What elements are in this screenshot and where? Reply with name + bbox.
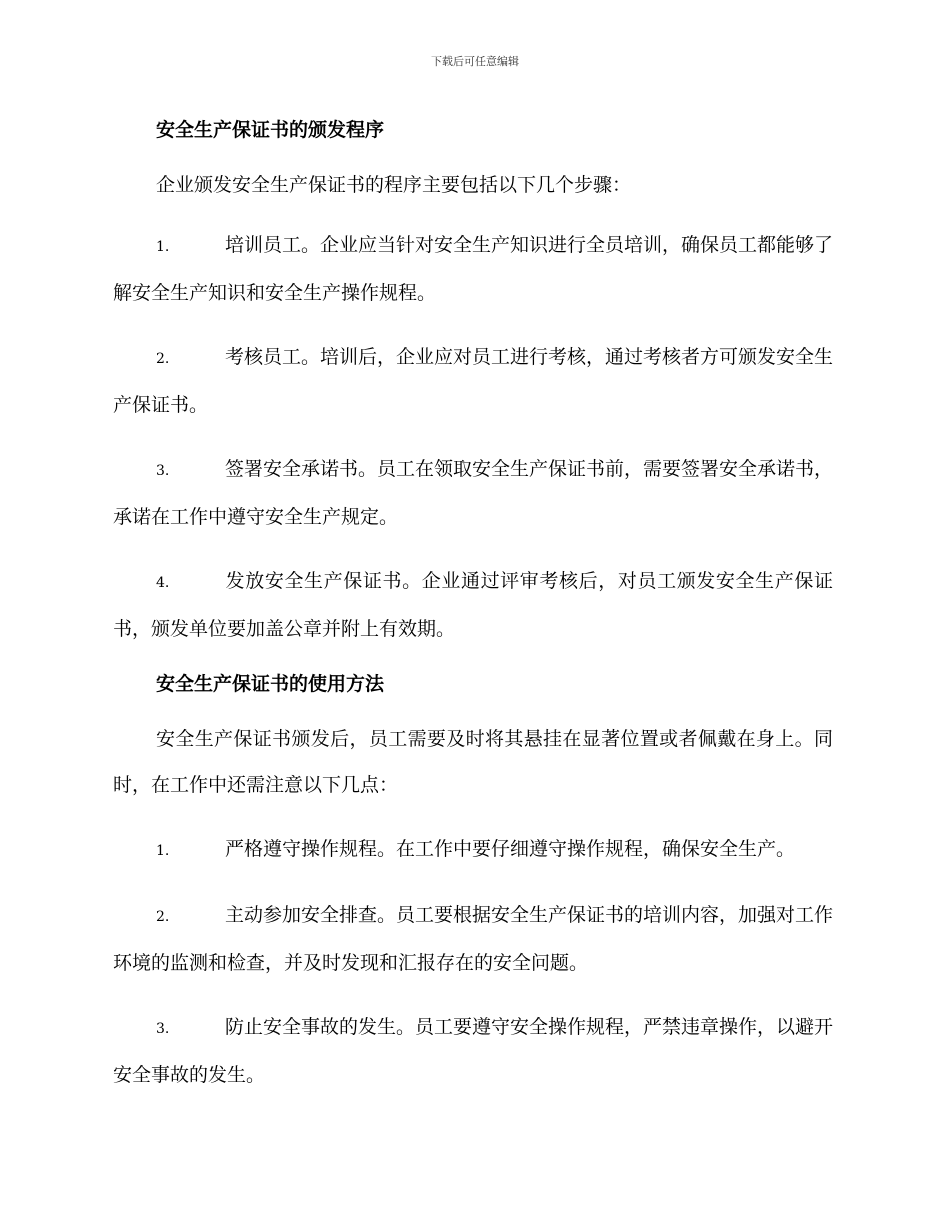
list-item xyxy=(113,826,833,874)
list-item-text: 发放安全生产保证书。企业通过评审考核后，对员工颁发安全生产保证书，颁发单位要加盖公章并附上有效期。 xyxy=(113,570,833,640)
list-item-number: 1. xyxy=(156,843,170,859)
list-item xyxy=(113,1004,833,1098)
list-item-text: 严格遵守操作规程。在工作中要仔细遵守操作规程，确保安全生产。 xyxy=(225,838,796,860)
list-item-number: 1. xyxy=(156,239,170,255)
list-item xyxy=(113,558,833,652)
list-item-number: 3. xyxy=(156,1021,170,1037)
list-item-number: 3. xyxy=(156,463,170,479)
section-heading: 安全生产保证书的使用方法 xyxy=(156,673,385,695)
section-intro: 企业颁发安全生产保证书的程序主要包括以下几个步骤： xyxy=(156,174,632,196)
list-item-number: 2. xyxy=(156,909,170,925)
header-note: 下载后可任意编辑 xyxy=(431,55,519,68)
list-item-text: 主动参加安全排查。员工要根据安全生产保证书的培训内容，加强对工作环境的监测和检查，并及时发现和汇报存在的安全问题。 xyxy=(113,904,834,974)
section-intro: 安全生产保证书颁发后，员工需要及时将其悬挂在显著位置或者佩戴在身上。同时，在工作中还需注意以下几点： xyxy=(113,728,833,796)
section-heading: 安全生产保证书的颁发程序 xyxy=(156,119,385,141)
list-item-text: 签署安全承诺书。员工在领取安全生产保证书前，需要签署安全承诺书，承诺在工作中遵守安全生产规定。 xyxy=(113,458,834,528)
list-item-number: 4. xyxy=(156,575,170,591)
list-item-text: 考核员工。培训后，企业应对员工进行考核，通过考核者方可颁发安全生产保证书。 xyxy=(113,346,834,416)
list-item xyxy=(113,892,833,986)
list-item-text: 培训员工。企业应当针对安全生产知识进行全员培训，确保员工都能够了解安全生产知识和安全生产操作规程。 xyxy=(113,234,834,304)
list-item xyxy=(113,222,833,316)
list-item xyxy=(113,446,833,540)
document-body xyxy=(113,112,833,1098)
list-item-text: 防止安全事故的发生。员工要遵守安全操作规程，严禁违章操作，以避开安全事故的发生。 xyxy=(113,1016,834,1086)
list-item-number: 2. xyxy=(156,351,170,367)
list-item xyxy=(113,334,833,428)
